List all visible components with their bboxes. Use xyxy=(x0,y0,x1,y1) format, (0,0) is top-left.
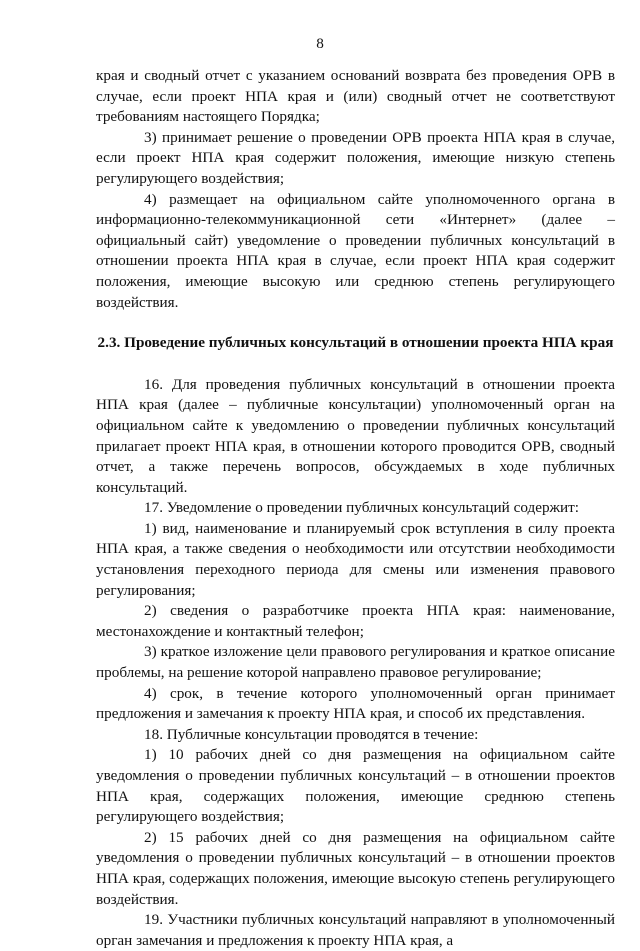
document-body xyxy=(96,66,615,951)
page-number: 8 xyxy=(316,35,324,52)
list-item: 4) срок, в течение которого уполномоченный орган принимает предложения и замечания к проекту НПА края, и способ их представления. xyxy=(96,684,615,723)
paragraph: края и сводный отчет с указанием оснований возврата без проведения ОРВ в случае, если проект НПА края и (или) сводный отчет не соответствуют требованиям настоящего Порядка; xyxy=(96,67,615,126)
list-item: 2) сведения о разработчике проекта НПА края: наименование, местонахождение и контактный телефон; xyxy=(96,602,615,640)
paragraph: 17. Уведомление о проведении публичных консультаций содержит: xyxy=(144,499,580,517)
paragraph: 18. Публичные консультации проводятся в течение: xyxy=(144,725,479,743)
list-item: 1) вид, наименование и планируемый срок вступления в силу проекта НПА края, а также сведения о необходимости или отсутствии необходимости установления переходного периода для смены или изменения правового регулирования; xyxy=(96,519,615,599)
paragraph: 3) принимает решение о проведении ОРВ проекта НПА края в случае, если проект НПА края содержит положения, имеющие низкую степень регулирующего воздействия; xyxy=(96,128,615,187)
list-item: 2) 15 рабочих дней со дня размещения на официальном сайте уведомления о проведении публичных консультаций – в отношении проектов НПА края, содержащих положения, имеющие высокую степень регулирующего воздействия. xyxy=(96,828,615,908)
paragraph: 4) размещает на официальном сайте уполномоченного органа в информационно-телекоммуникационной сети «Интернет» (далее – официальный сайт) уведомление о проведении публичных консультаций в отношении проекта НПА края в случае, если проект НПА края содержит положения, имеющие высокую или среднюю степень регулирующего воздействия. xyxy=(96,190,615,311)
list-item: 1) 10 рабочих дней со дня размещения на официальном сайте уведомления о проведении публичных консультаций – в отношении проектов НПА края, содержащих положения, имеющие среднюю степень регулирующего воздействия; xyxy=(96,746,615,826)
list-item: 3) краткое изложение цели правового регулирования и краткое описание проблемы, на решение которой направлено правовое регулирование; xyxy=(96,643,615,682)
paragraph: 19. Участники публичных консультаций направляют в уполномоченный орган замечания и предложения к проекту НПА края, а xyxy=(96,911,615,949)
paragraph: 16. Для проведения публичных консультаций в отношении проекта НПА края (далее – публичные консультации) уполномоченный орган на официальном сайте к уведомлению о проведении публичных консультаций прилагает проект НПА края, в отношении которого проводится ОРВ, сводный отчет, а также перечень вопросов, обсуждаемых в ходе публичных консультаций. xyxy=(96,375,615,496)
section-heading: 2.3. Проведение публичных консультаций в отношении проекта НПА края xyxy=(97,334,614,352)
